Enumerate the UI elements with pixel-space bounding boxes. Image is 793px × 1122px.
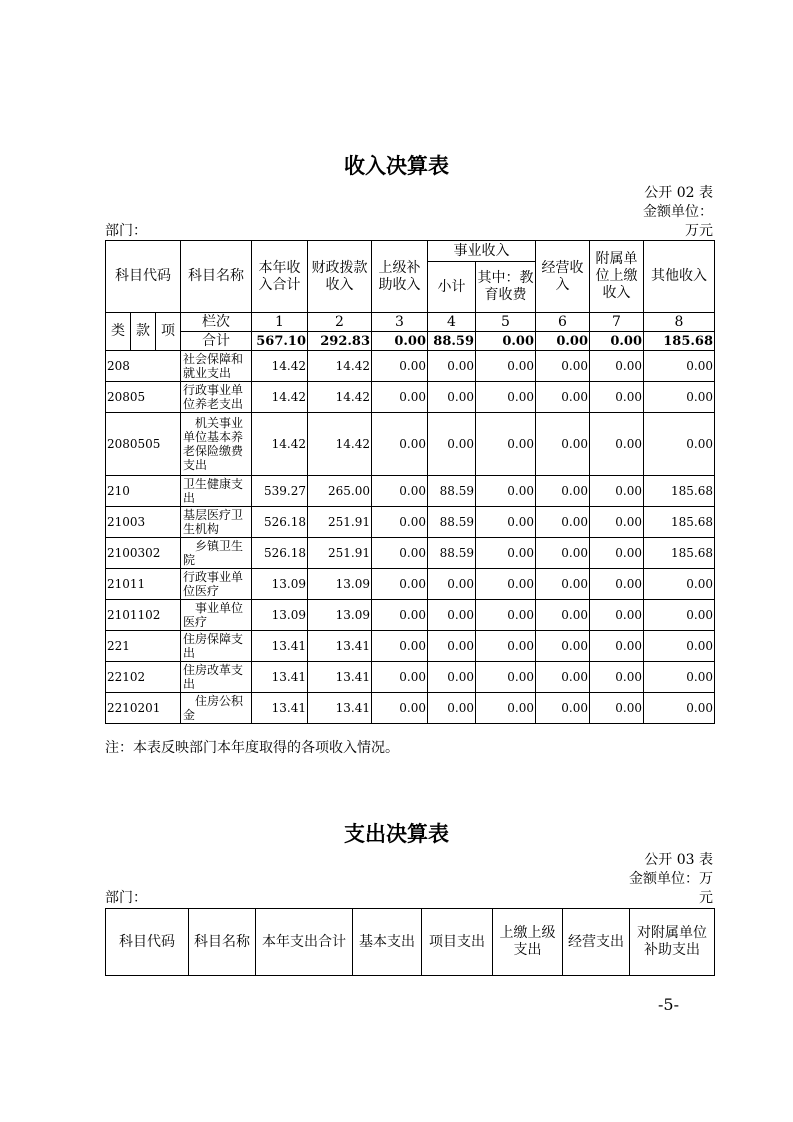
row-value: 0.00 — [476, 569, 536, 600]
table-row — [106, 600, 715, 631]
expense-header-code: 科目代码 — [106, 909, 189, 976]
row-code: 2210201 — [106, 693, 181, 724]
row-value: 14.42 — [308, 382, 372, 413]
row-value: 14.42 — [308, 351, 372, 382]
row-value: 0.00 — [536, 693, 590, 724]
income-unit-label: 金额单位： — [643, 204, 713, 220]
row-value: 0.00 — [536, 382, 590, 413]
table-row — [106, 351, 715, 382]
row-value: 0.00 — [476, 382, 536, 413]
row-value: 0.00 — [644, 569, 715, 600]
row-value: 265.00 — [308, 476, 372, 507]
row-value: 0.00 — [428, 693, 476, 724]
expense-header-operating: 经营支出 — [563, 909, 630, 976]
row-code: 21011 — [106, 569, 181, 600]
row-value: 0.00 — [372, 631, 428, 662]
row-code: 20805 — [106, 382, 181, 413]
row-value: 526.18 — [252, 507, 308, 538]
header-education: 其中：教育收费 — [476, 262, 536, 313]
row-value: 14.42 — [252, 382, 308, 413]
row-value: 0.00 — [644, 600, 715, 631]
row-value: 0.00 — [536, 507, 590, 538]
row-value: 13.09 — [308, 569, 372, 600]
expense-unit-label: 金额单位： — [629, 871, 699, 887]
row-value: 0.00 — [590, 351, 644, 382]
header-lei: 类 — [106, 313, 131, 351]
total-value: 0.00 — [590, 332, 644, 351]
header-code: 科目代码 — [106, 241, 181, 313]
col-index: 5 — [476, 313, 536, 332]
table-row — [106, 569, 715, 600]
row-name: 行政事业单位医疗 — [181, 569, 252, 600]
row-name: 事业单位医疗 — [181, 600, 252, 631]
row-value: 0.00 — [476, 693, 536, 724]
row-name: 卫生健康支出 — [181, 476, 252, 507]
row-value: 13.09 — [252, 600, 308, 631]
row-value: 0.00 — [590, 538, 644, 569]
row-value: 0.00 — [536, 351, 590, 382]
row-value: 0.00 — [476, 413, 536, 476]
col-index: 7 — [590, 313, 644, 332]
row-value: 0.00 — [372, 351, 428, 382]
row-value: 13.41 — [308, 631, 372, 662]
header-affiliate: 附属单位上缴收入 — [590, 241, 644, 313]
col-index: 6 — [536, 313, 590, 332]
row-code: 22102 — [106, 662, 181, 693]
row-value: 0.00 — [372, 507, 428, 538]
row-value: 0.00 — [372, 662, 428, 693]
income-form-no: 公开 02 表 — [644, 185, 713, 201]
income-table — [105, 240, 715, 724]
income-title: 收入决算表 — [344, 154, 449, 178]
page-number: -5- — [658, 995, 679, 1014]
income-unit: 万元 — [685, 223, 713, 239]
row-value: 0.00 — [372, 413, 428, 476]
row-value: 0.00 — [536, 662, 590, 693]
row-value: 0.00 — [372, 569, 428, 600]
expense-title: 支出决算表 — [344, 822, 449, 846]
total-value: 88.59 — [428, 332, 476, 351]
row-value: 0.00 — [428, 351, 476, 382]
row-value: 0.00 — [536, 413, 590, 476]
row-value: 0.00 — [590, 600, 644, 631]
row-value: 0.00 — [536, 600, 590, 631]
expense-header-name: 科目名称 — [189, 909, 256, 976]
row-value: 0.00 — [644, 382, 715, 413]
total-value: 0.00 — [536, 332, 590, 351]
header-heji: 合计 — [181, 332, 252, 351]
row-value: 0.00 — [372, 538, 428, 569]
row-name: 住房保障支出 — [181, 631, 252, 662]
row-value: 0.00 — [476, 476, 536, 507]
total-value: 0.00 — [476, 332, 536, 351]
row-value: 14.42 — [252, 413, 308, 476]
row-value: 13.09 — [252, 569, 308, 600]
row-value: 13.41 — [308, 662, 372, 693]
row-value: 0.00 — [590, 662, 644, 693]
row-value: 0.00 — [644, 662, 715, 693]
table-row — [106, 413, 715, 476]
row-value: 88.59 — [428, 476, 476, 507]
row-value: 0.00 — [644, 351, 715, 382]
row-value: 14.42 — [308, 413, 372, 476]
row-value: 13.41 — [308, 693, 372, 724]
expense-header-project: 项目支出 — [422, 909, 493, 976]
row-value: 14.42 — [252, 351, 308, 382]
row-value: 0.00 — [372, 600, 428, 631]
row-code: 210 — [106, 476, 181, 507]
header-lanci: 栏次 — [181, 313, 252, 332]
row-value: 0.00 — [536, 631, 590, 662]
row-value: 0.00 — [476, 538, 536, 569]
row-value: 0.00 — [428, 600, 476, 631]
row-name: 住房改革支出 — [181, 662, 252, 693]
row-value: 13.41 — [252, 693, 308, 724]
row-value: 0.00 — [476, 600, 536, 631]
row-value: 539.27 — [252, 476, 308, 507]
row-name: 乡镇卫生院 — [181, 538, 252, 569]
row-code: 2080505 — [106, 413, 181, 476]
table-row — [106, 631, 715, 662]
row-name: 社会保障和就业支出 — [181, 351, 252, 382]
total-value: 0.00 — [372, 332, 428, 351]
table-row — [106, 538, 715, 569]
row-value: 0.00 — [428, 569, 476, 600]
expense-unit-second: 元 — [699, 890, 713, 906]
row-value: 251.91 — [308, 507, 372, 538]
expense-header-affiliate: 对附属单位补助支出 — [630, 909, 715, 976]
header-name: 科目名称 — [181, 241, 252, 313]
row-value: 88.59 — [428, 507, 476, 538]
row-value: 0.00 — [476, 351, 536, 382]
expense-unit-first: 万 — [699, 871, 713, 887]
header-subtotal: 小计 — [428, 262, 476, 313]
expense-dept-label: 部门： — [105, 890, 147, 906]
row-value: 185.68 — [644, 507, 715, 538]
row-value: 13.41 — [252, 662, 308, 693]
row-value: 0.00 — [428, 382, 476, 413]
row-value: 0.00 — [590, 631, 644, 662]
row-value: 185.68 — [644, 538, 715, 569]
col-index: 8 — [644, 313, 715, 332]
col-index: 4 — [428, 313, 476, 332]
income-note: 注：本表反映部门本年度取得的各项收入情况。 — [105, 740, 399, 756]
row-code: 2100302 — [106, 538, 181, 569]
row-name: 行政事业单位养老支出 — [181, 382, 252, 413]
row-value: 0.00 — [590, 569, 644, 600]
row-value: 0.00 — [428, 662, 476, 693]
row-value: 0.00 — [644, 413, 715, 476]
row-value: 0.00 — [536, 569, 590, 600]
col-index: 2 — [308, 313, 372, 332]
row-name: 住房公积金 — [181, 693, 252, 724]
row-name: 机关事业单位基本养老保险缴费支出 — [181, 413, 252, 476]
income-dept-label: 部门： — [105, 223, 147, 239]
row-value: 0.00 — [590, 413, 644, 476]
total-value: 567.10 — [252, 332, 308, 351]
row-code: 208 — [106, 351, 181, 382]
header-operating: 经营收入 — [536, 241, 590, 313]
expense-header-superior: 上缴上级支出 — [493, 909, 563, 976]
row-name: 基层医疗卫生机构 — [181, 507, 252, 538]
header-business: 事业收入 — [428, 241, 536, 262]
expense-header-basic: 基本支出 — [353, 909, 422, 976]
header-xiang: 项 — [156, 313, 181, 351]
header-fiscal: 财政拨款收入 — [308, 241, 372, 313]
table-row — [106, 382, 715, 413]
table-row — [106, 693, 715, 724]
row-value: 13.41 — [252, 631, 308, 662]
header-other: 其他收入 — [644, 241, 715, 313]
row-value: 0.00 — [590, 693, 644, 724]
col-index: 3 — [372, 313, 428, 332]
row-value: 0.00 — [372, 693, 428, 724]
row-value: 526.18 — [252, 538, 308, 569]
col-index: 1 — [252, 313, 308, 332]
header-kuan: 款 — [131, 313, 156, 351]
row-value: 0.00 — [476, 662, 536, 693]
header-superior: 上级补助收入 — [372, 241, 428, 313]
row-value: 251.91 — [308, 538, 372, 569]
row-value: 0.00 — [536, 476, 590, 507]
row-value: 0.00 — [428, 631, 476, 662]
row-value: 0.00 — [476, 507, 536, 538]
row-value: 0.00 — [476, 631, 536, 662]
row-value: 13.09 — [308, 600, 372, 631]
expense-form-no: 公开 03 表 — [644, 852, 713, 868]
row-code: 2101102 — [106, 600, 181, 631]
row-value: 0.00 — [644, 693, 715, 724]
row-value: 0.00 — [536, 538, 590, 569]
row-code: 21003 — [106, 507, 181, 538]
table-row — [106, 476, 715, 507]
total-value: 185.68 — [644, 332, 715, 351]
total-value: 292.83 — [308, 332, 372, 351]
header-total: 本年收入合计 — [252, 241, 308, 313]
row-value: 185.68 — [644, 476, 715, 507]
expense-table — [105, 908, 715, 976]
row-value: 0.00 — [372, 476, 428, 507]
row-value: 88.59 — [428, 538, 476, 569]
row-code: 221 — [106, 631, 181, 662]
row-value: 0.00 — [372, 382, 428, 413]
expense-header-total: 本年支出合计 — [256, 909, 353, 976]
row-value: 0.00 — [644, 631, 715, 662]
row-value: 0.00 — [428, 413, 476, 476]
row-value: 0.00 — [590, 382, 644, 413]
table-row — [106, 507, 715, 538]
expense-unit-line — [629, 870, 713, 888]
row-value: 0.00 — [590, 476, 644, 507]
row-value: 0.00 — [590, 507, 644, 538]
table-row — [106, 662, 715, 693]
